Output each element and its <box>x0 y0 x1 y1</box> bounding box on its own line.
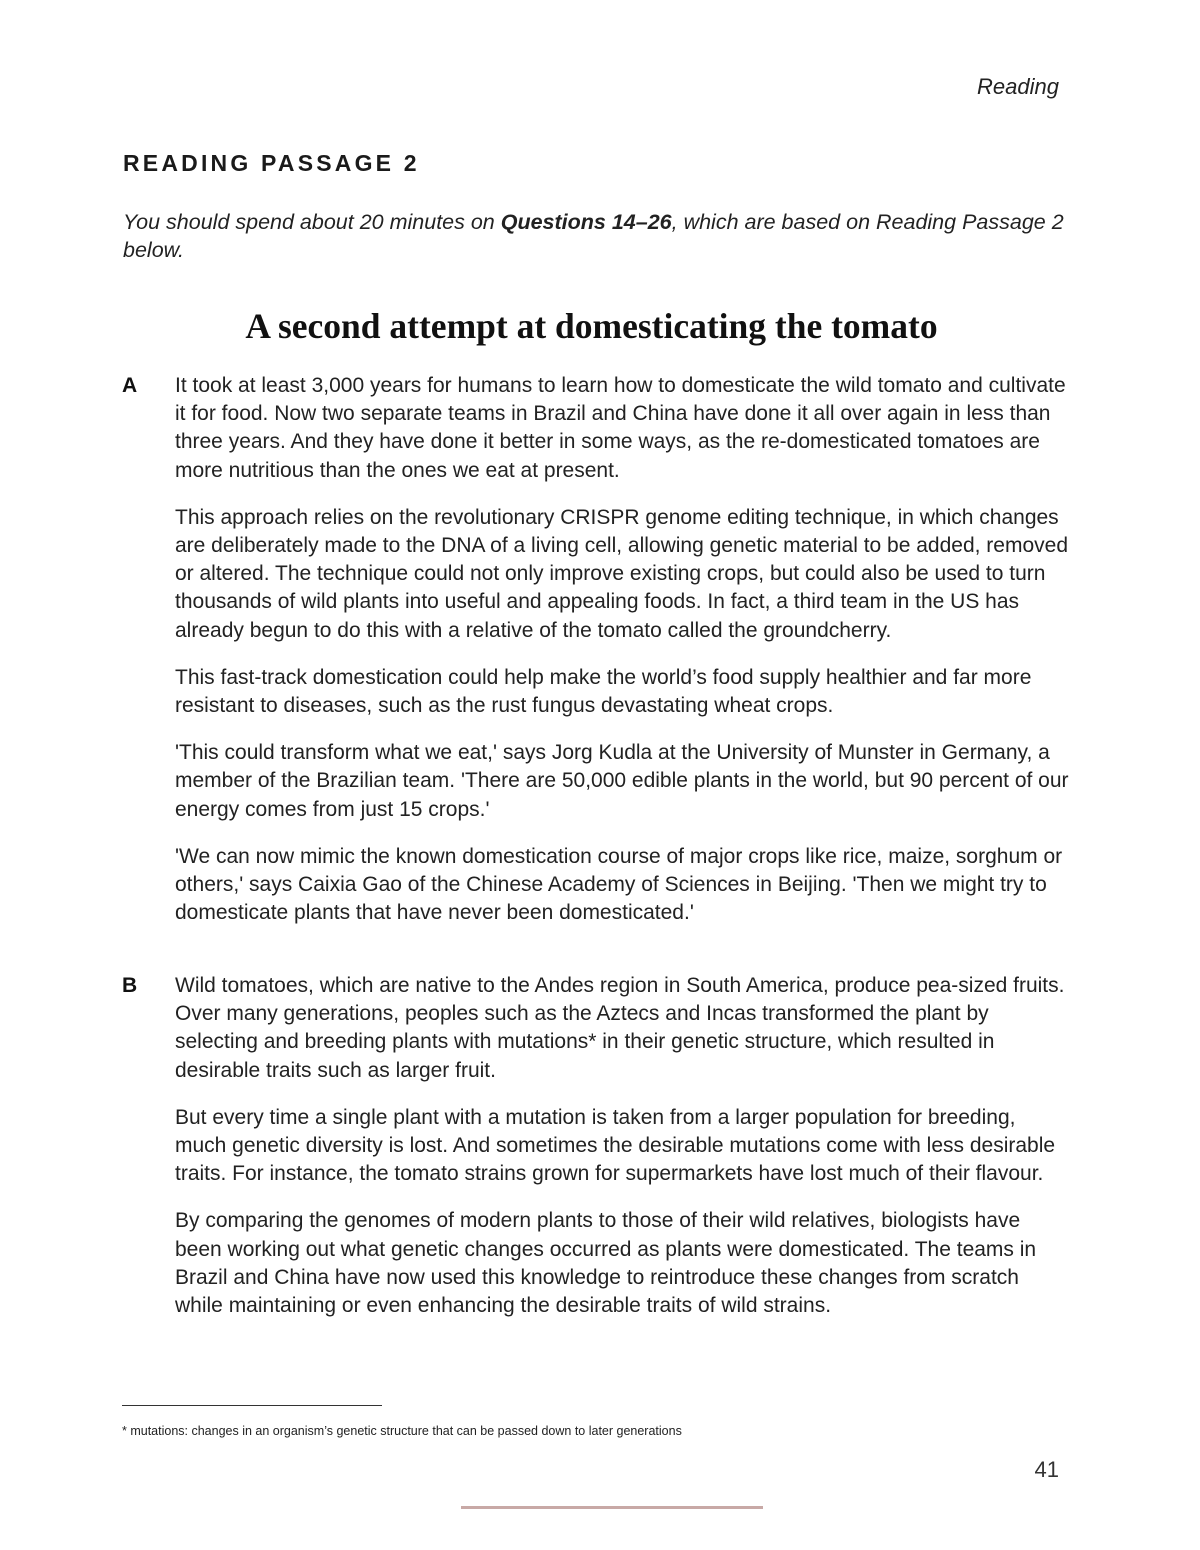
instructions-questions-range: Questions 14–26 <box>500 210 672 234</box>
section-letter: A <box>122 374 138 397</box>
instructions <box>123 208 1068 264</box>
section-letter: B <box>122 974 138 997</box>
paragraph: But every time a single plant with a mutation is taken from a larger population for breeding, much genetic diversity is lost. And sometimes the desirable mutations come with less desirable traits. For instance, the tomato strains grown for supermarkets have lost much of their flavour. <box>175 1105 1056 1186</box>
paragraph: 'We can now mimic the known domestication course of major crops like rice, maize, sorghum or others,' says Caixia Gao of the Chinese Academy of Sciences in Beijing. 'Then we might try to domesticate plants that have never been domesticated.' <box>175 844 1063 925</box>
instructions-text-after: , which are based on Reading Passage 2 below. <box>123 210 1064 262</box>
footnote: * mutations: changes in an organism’s genetic structure that can be passed down to later generations <box>122 1424 682 1438</box>
paragraph: Wild tomatoes, which are native to the Andes region in South America, produce pea-sized fruits. Over many generations, peoples such as the Aztecs and Incas transformed the plant by selecting and breeding plants with mutations* in their genetic structure, which resulted in desirable traits such as larger fruit. <box>175 974 1065 1082</box>
running-head: Reading <box>977 74 1059 99</box>
section-b <box>122 972 1072 1339</box>
section-a <box>122 372 1072 946</box>
section-label: READING PASSAGE 2 <box>123 150 420 176</box>
bottom-divider <box>461 1506 763 1509</box>
paragraph: This approach relies on the revolutionary CRISPR genome editing technique, in which changes are deliberately made to the DNA of a living cell, allowing genetic material to be added, removed or altered. The technique could not only improve existing crops, but could also be used to turn thousands of wild plants into useful and appealing foods. In fact, a third team in the US has already begun to do this with a relative of the tomato called the groundcherry. <box>175 505 1069 642</box>
paragraph: It took at least 3,000 years for humans to learn how to domesticate the wild tomato and cultivate it for food. Now two separate teams in Brazil and China have done it all over again in less than three years. And they have done it better in some ways, as the re-domesticated tomatoes are more nutritious than the ones we eat at present. <box>175 374 1066 482</box>
footnote-divider <box>122 1405 382 1406</box>
passage-title: A second attempt at domesticating the tomato <box>245 306 938 346</box>
paragraph: 'This could transform what we eat,' says Jorg Kudla at the University of Munster in Germany, a member of the Brazilian team. 'There are 50,000 edible plants in the world, but 90 percent of our energy comes from just 15 crops.' <box>175 741 1069 821</box>
paragraph: By comparing the genomes of modern plants to those of their wild relatives, biologists have been working out what genetic changes occurred as plants were domesticated. The teams in Brazil and China have now used this knowledge to reintroduce these changes from scratch while maintaining or even enhancing the desirable traits of wild strains. <box>175 1209 1037 1318</box>
paragraph: This fast-track domestication could help make the world’s food supply healthier and far more resistant to diseases, such as the rust fungus devastating wheat crops. <box>175 665 1032 718</box>
page-number: 41 <box>1034 1457 1059 1482</box>
instructions-text-before: You should spend about 20 minutes on <box>123 210 501 234</box>
